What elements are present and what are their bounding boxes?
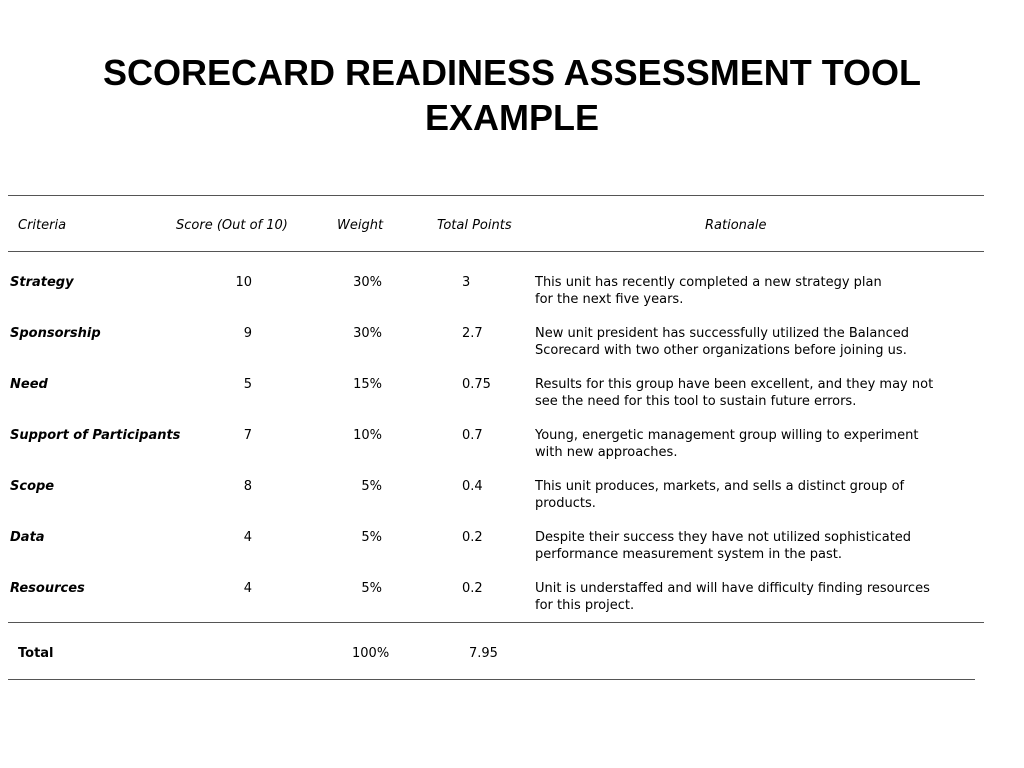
row-rationale-line: performance measurement system in the past. [535,547,843,562]
row-criteria: Strategy [10,275,74,290]
row-weight: 30% [353,275,382,290]
row-criteria: Resources [10,581,85,596]
row-score: 10 [235,275,252,290]
total-points: 7.95 [469,646,498,661]
header-total-points: Total Points [437,218,512,233]
row-rationale-line: This unit produces, markets, and sells a distinct group of [535,479,905,494]
total-weight: 100% [352,646,390,661]
row-points: 2.7 [462,326,483,341]
row-rationale-line: products. [535,496,596,511]
row-rationale-line: New unit president has successfully utilized the Balanced [535,326,909,341]
row-points: 0.7 [462,428,483,443]
row-rationale-line: Young, energetic management group willing to experiment [535,428,919,443]
page-title-line-1: SCORECARD READINESS ASSESSMENT TOOL [102,52,922,93]
row-score: 4 [243,530,252,545]
table-top-rule [8,195,984,196]
row-criteria: Scope [10,479,55,494]
row-criteria: Sponsorship [10,326,101,341]
row-score: 5 [243,377,252,392]
row-weight: 5% [361,581,382,596]
header-score: Score (Out of 10) [176,218,288,233]
row-weight: 5% [361,530,382,545]
row-rationale-line: Results for this group have been excellent, and they may not [535,377,934,392]
row-weight: 10% [353,428,382,443]
header-weight: Weight [337,218,384,233]
row-rationale-line: for this project. [535,598,635,613]
row-rationale-line: Despite their success they have not utilized sophisticated [535,530,912,545]
row-points: 0.75 [462,377,491,392]
row-points: 0.2 [462,530,483,545]
page-title [0,50,1024,140]
header-rationale: Rationale [705,218,767,233]
row-score: 7 [243,428,252,443]
total-label: Total [18,646,54,661]
table-bottom-rule [8,622,984,623]
header-criteria: Criteria [18,218,67,233]
row-score: 4 [243,581,252,596]
row-score: 8 [243,479,252,494]
total-bottom-rule [8,679,975,680]
row-rationale-line: Unit is understaffed and will have difficulty finding resources [535,581,930,596]
row-rationale-line: for the next five years. [535,292,684,307]
row-rationale-line: This unit has recently completed a new strategy plan [535,275,882,290]
row-weight: 15% [353,377,382,392]
row-criteria: Data [10,530,45,545]
row-score: 9 [243,326,252,341]
page-title-line-2: EXAMPLE [424,97,600,138]
header-bottom-rule [8,251,984,252]
row-points: 0.2 [462,581,483,596]
row-criteria: Support of Participants [10,428,181,443]
row-rationale [535,427,985,461]
row-rationale [535,274,985,308]
row-rationale-line: with new approaches. [535,445,678,460]
row-rationale [535,325,985,359]
row-rationale-line: see the need for this tool to sustain future errors. [535,394,857,409]
row-rationale [535,376,985,410]
row-rationale [535,580,985,614]
row-points: 3 [462,275,471,290]
row-criteria: Need [10,377,48,392]
row-rationale-line: Scorecard with two other organizations before joining us. [535,343,907,358]
row-weight: 5% [361,479,382,494]
row-points: 0.4 [462,479,483,494]
row-weight: 30% [353,326,382,341]
row-rationale [535,478,985,512]
row-rationale [535,529,985,563]
